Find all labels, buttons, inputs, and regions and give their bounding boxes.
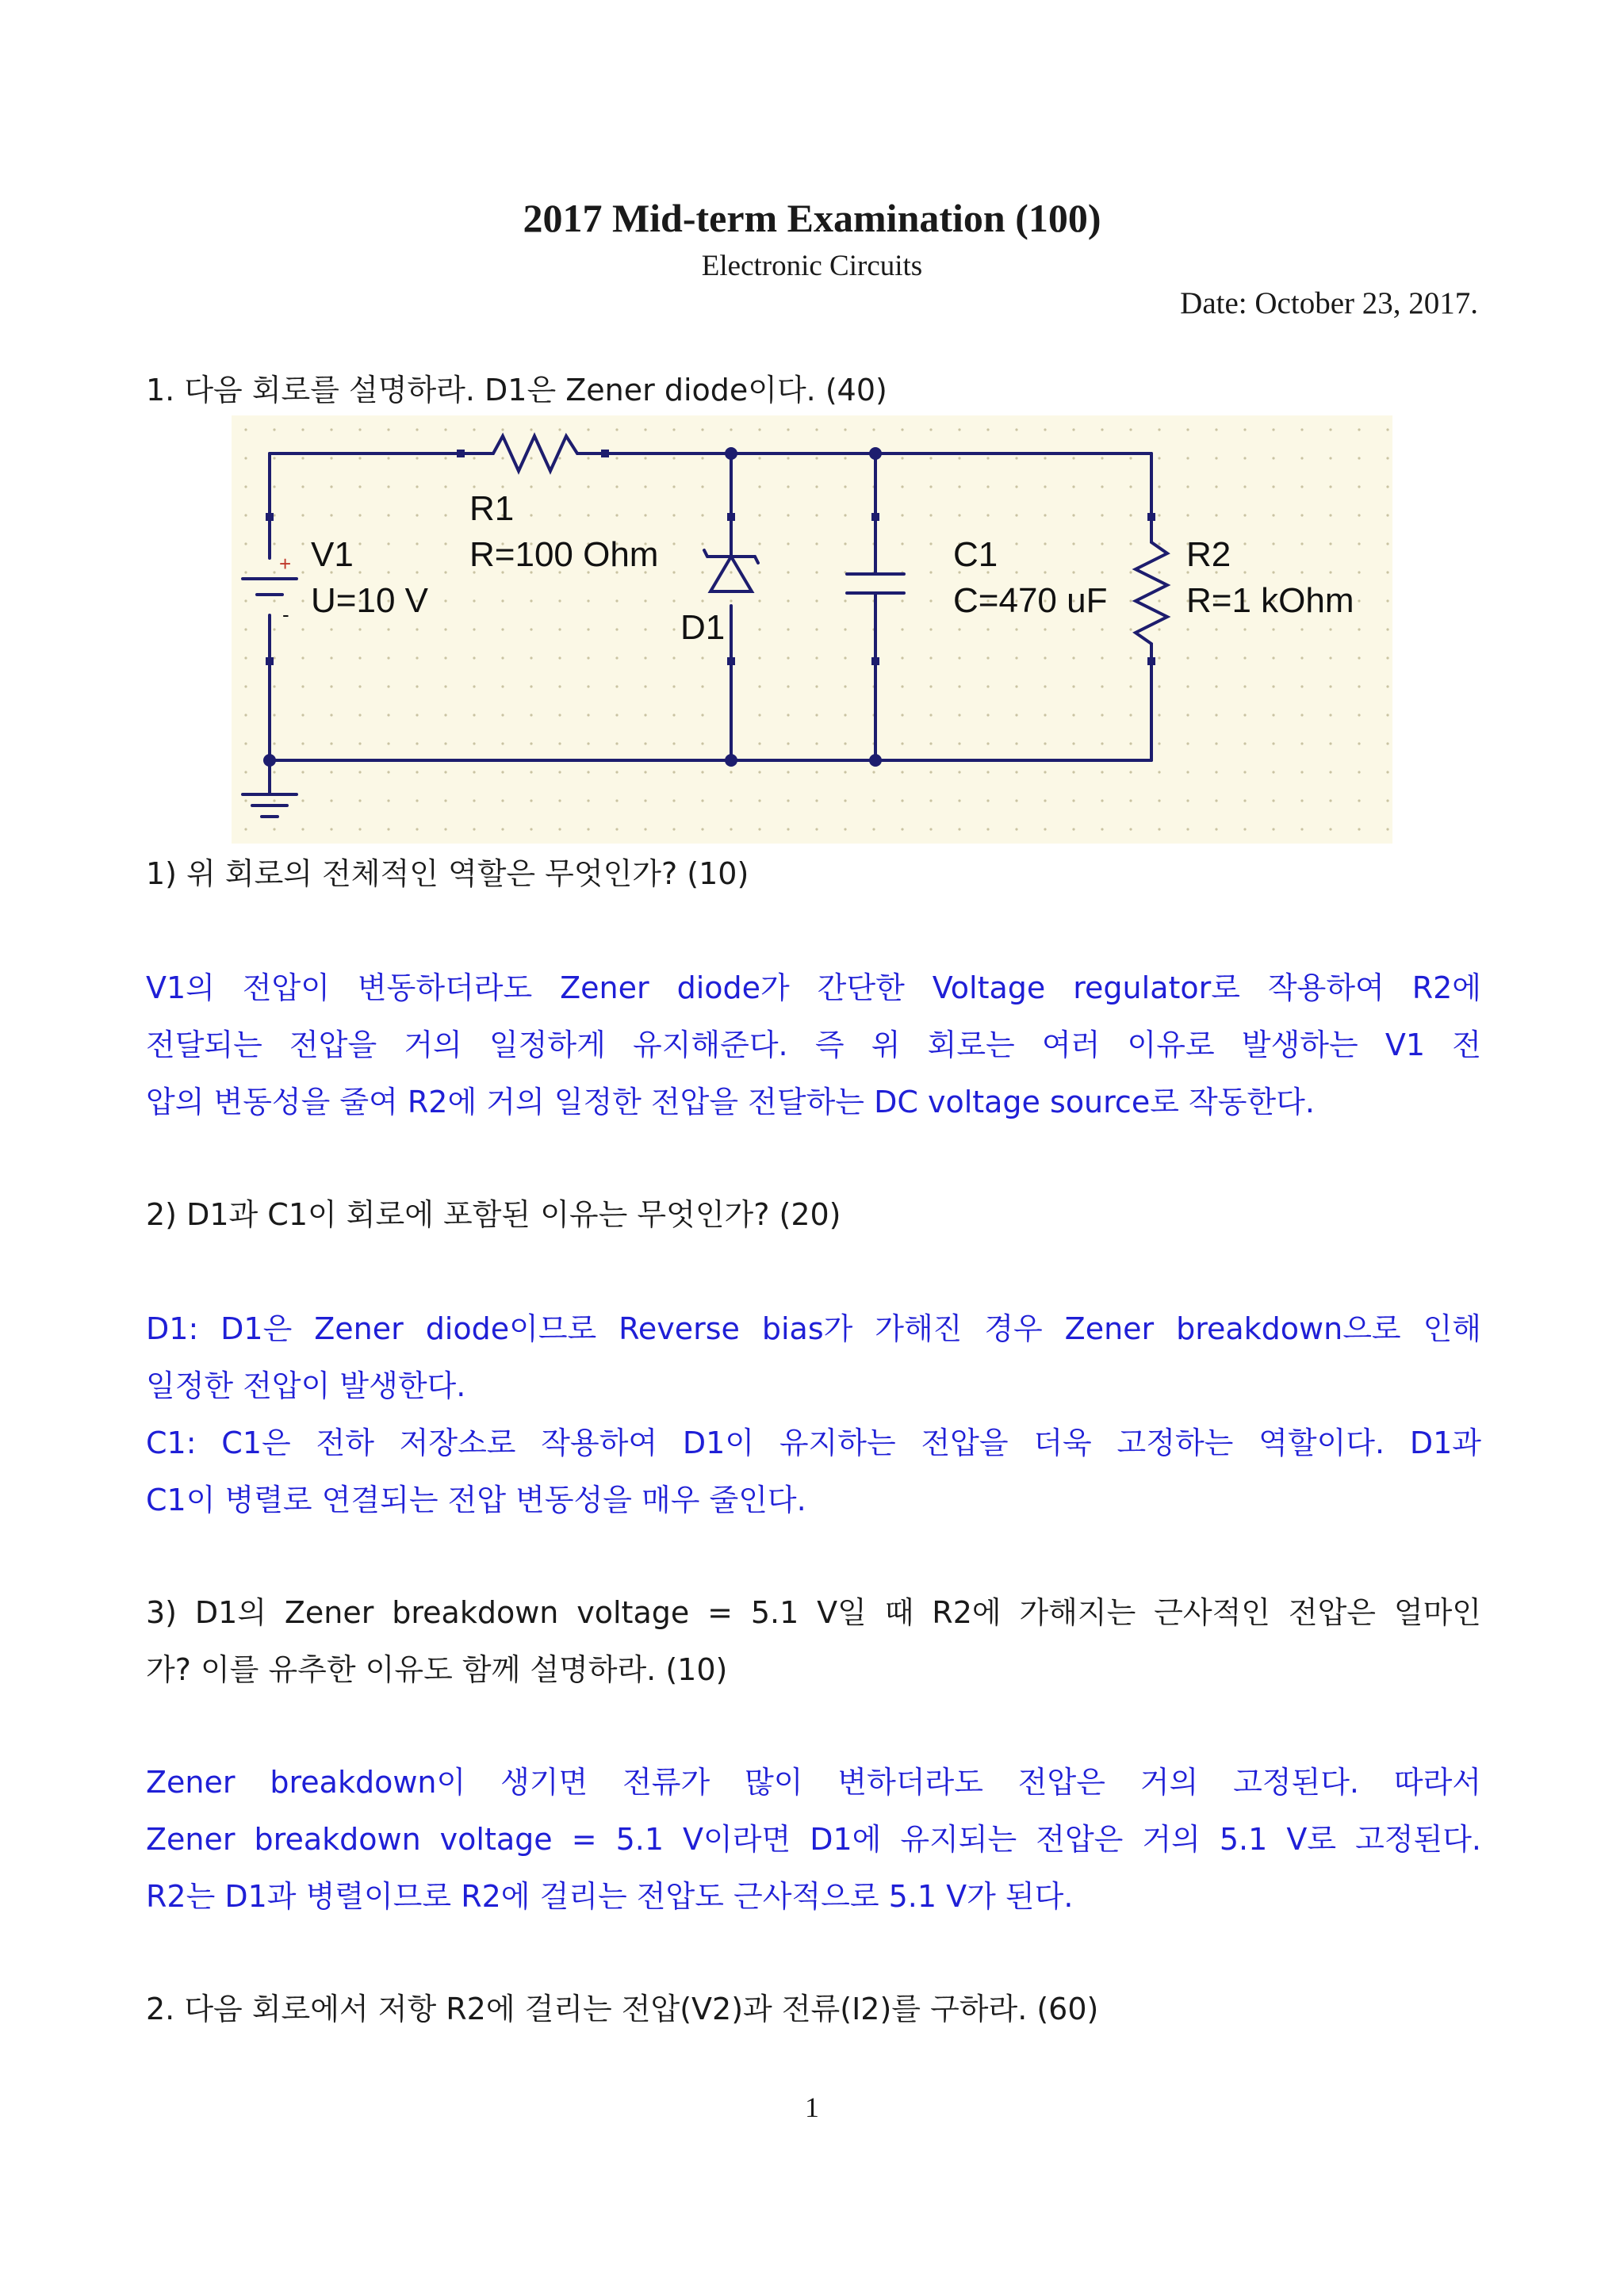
answer-1-line: V1의 전압이 변동하더라도 Zener diode가 간단한 Voltage regulator로 작용하여 R2에 bbox=[146, 970, 1481, 1005]
answer-3-line: Zener breakdown이 생기면 전류가 많이 변하더라도 전압은 거의 고정된다. 따라서 bbox=[146, 1765, 1481, 1800]
answer-3 bbox=[146, 1754, 1481, 1925]
v1-name-label: V1 bbox=[311, 535, 354, 574]
answer-2-line: D1: D1은 Zener diode이므로 Reverse bias가 가해진 경우 Zener breakdown으로 인해 bbox=[146, 1311, 1481, 1346]
v1-minus-sign: - bbox=[282, 603, 289, 626]
d1-name-label: D1 bbox=[680, 608, 726, 647]
r2-value-label: R=1 kOhm bbox=[1186, 581, 1354, 620]
c1-name-label: C1 bbox=[953, 535, 998, 574]
v1-plus-sign: + bbox=[279, 552, 292, 576]
exam-title: 2017 Mid-term Examination (100) bbox=[523, 196, 1101, 240]
answer-2 bbox=[146, 1300, 1481, 1529]
subquestion-3-line: 가? 이를 유추한 이유도 함께 설명하라. (10) bbox=[146, 1652, 728, 1687]
r1-value-label: R=100 Ohm bbox=[469, 535, 659, 574]
answer-2-line: 일정한 전압이 발생한다. bbox=[146, 1368, 466, 1403]
answer-3-line: Zener breakdown voltage = 5.1 V이라면 D1에 유지되는 전압은 거의 5.1 V로 고정된다. bbox=[146, 1822, 1481, 1857]
answer-1-line: 압의 변동성을 줄여 R2에 거의 일정한 전압을 전달하는 DC voltage source로 작동한다. bbox=[146, 1085, 1315, 1119]
c1-value-label: C=470 uF bbox=[953, 581, 1108, 620]
page-number: 1 bbox=[805, 2091, 819, 2123]
subquestion-1: 1) 위 회로의 전체적인 역할은 무엇인가? (10) bbox=[146, 856, 749, 891]
exam-date: Date: October 23, 2017. bbox=[1180, 286, 1478, 320]
zener-regulator-circuit-diagram bbox=[232, 415, 1392, 844]
answer-1-line: 전달되는 전압을 거의 일정하게 유지해준다. 즉 위 회로는 여러 이유로 발생하는 V1 전 bbox=[146, 1027, 1481, 1062]
subquestion-3 bbox=[146, 1584, 1481, 1698]
subquestion-2: 2) D1과 C1이 회로에 포함된 이유는 무엇인가? (20) bbox=[146, 1197, 841, 1232]
answer-2-line: C1이 병렬로 연결되는 전압 변동성을 매우 줄인다. bbox=[146, 1483, 806, 1517]
answer-2-line: C1: C1은 전하 저장소로 작용하여 D1이 유지하는 전압을 더욱 고정하는 역할이다. D1과 bbox=[146, 1425, 1481, 1460]
r2-name-label: R2 bbox=[1186, 535, 1231, 574]
answer-1 bbox=[146, 959, 1481, 1131]
v1-value-label: U=10 V bbox=[311, 581, 428, 620]
exam-subtitle: Electronic Circuits bbox=[701, 250, 923, 282]
r1-name-label: R1 bbox=[469, 489, 515, 528]
question-2-prompt: 2. 다음 회로에서 저항 R2에 걸리는 전압(V2)과 전류(I2)를 구하라. (60) bbox=[146, 1992, 1099, 2026]
subquestion-3-line: 3) D1의 Zener breakdown voltage = 5.1 V일 때 R2에 가해지는 근사적인 전압은 얼마인 bbox=[146, 1595, 1481, 1630]
question-1-prompt: 1. 다음 회로를 설명하라. D1은 Zener diode이다. (40) bbox=[146, 373, 887, 408]
answer-3-line: R2는 D1과 병렬이므로 R2에 걸리는 전압도 근사적으로 5.1 V가 된다. bbox=[146, 1879, 1074, 1914]
